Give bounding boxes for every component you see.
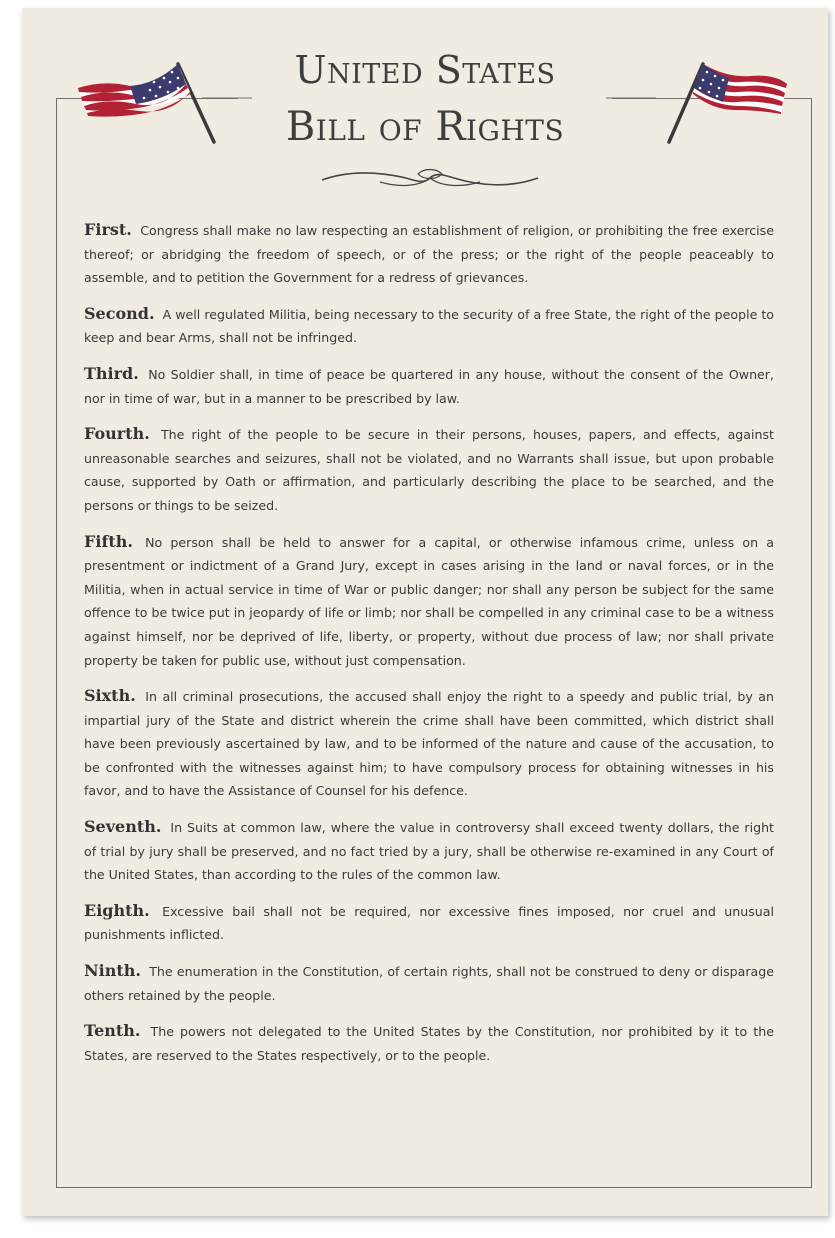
ornamental-flourish-icon: [320, 164, 540, 194]
article-eighth: [84, 899, 774, 947]
us-flag-icon: [74, 58, 219, 148]
poster: [22, 8, 828, 1216]
article-ordinal: Fifth.: [84, 531, 133, 551]
article-ordinal: Fourth.: [84, 424, 150, 444]
article-second: [84, 302, 774, 350]
article-text: The enumeration in the Constitution, of certain rights, shall not be construed to deny or disparage others retained by the people.: [84, 964, 774, 1003]
article-fifth: [84, 530, 774, 673]
article-ordinal: Ninth.: [84, 961, 141, 981]
article-ordinal: Seventh.: [84, 817, 162, 837]
articles-list: [84, 218, 774, 1067]
article-tenth: [84, 1019, 774, 1067]
article-ninth: [84, 959, 774, 1007]
title-line-1: United States: [294, 48, 556, 92]
article-ordinal: First.: [84, 220, 132, 239]
article-text: No Soldier shall, in time of peace be quartered in any house, without the consent of the Owner, nor in time of war, but in a manner to be prescribed by law.: [84, 366, 774, 406]
title-rule-right: [606, 96, 656, 100]
us-flag-icon: [647, 58, 792, 148]
article-ordinal: Tenth.: [84, 1021, 141, 1041]
article-fourth: [84, 422, 774, 517]
title-rule-left: [202, 96, 252, 100]
article-text: In all criminal prosecutions, the accused shall enjoy the right to a speedy and public trial, by an impartial jury of the State and district wherein the crime shall have been committed, which district shall have been previously ascertained by law, and to be informed of the nature and cause of the accusation, to be confronted with the witnesses against him; to have compulsory process for obtaining witnesses in his favor, and to have the Assistance of Counsel for his defence.: [84, 689, 774, 799]
article-ordinal: Second.: [84, 303, 155, 323]
article-seventh: [84, 815, 774, 887]
article-ordinal: Eighth.: [84, 900, 150, 920]
article-third: [84, 362, 774, 410]
article-ordinal: Third.: [84, 363, 139, 383]
article-text: In Suits at common law, where the value in controversy shall exceed twenty dollars, the right of trial by jury shall be preserved, and no fact tried by a jury, shall be otherwise re-examined in any Court of the United States, than according to the rules of the common law.: [84, 820, 774, 883]
article-sixth: [84, 684, 774, 803]
article-text: Excessive bail shall not be required, nor excessive fines imposed, nor cruel and unusual punishments inflicted.: [84, 903, 774, 943]
article-text: Congress shall make no law respecting an establishment of religion, or prohibiting the free exercise thereof; or abridging the freedom of speech, or of the press; or the right of the people peaceably to assemble, and to petition the Government for a redress of grievances.: [84, 223, 774, 286]
article-first: [84, 218, 774, 290]
title-line-2: Bill of Rights: [285, 104, 565, 150]
article-text: The right of the people to be secure in their persons, houses, papers, and effects, against unreasonable searches and seizures, shall not be violated, and no Warrants shall issue, but upon probable cause, supported by Oath or affirmation, and particularly describing the place to be searched, and the persons or things to be seized.: [84, 427, 774, 513]
article-ordinal: Sixth.: [84, 686, 136, 706]
article-text: A well regulated Militia, being necessary to the security of a free State, the right of the people to keep and bear Arms, shall not be infringed.: [84, 306, 774, 346]
article-text: No person shall be held to answer for a capital, or otherwise infamous crime, unless on a presentment or indictment of a Grand Jury, except in cases arising in the land or naval forces, or in the Militia, when in actual service in time of War or public danger; nor shall any person be subject for the same offence to be twice put in jeopardy of life or limb; nor shall be compelled in any criminal case to be a witness against himself, nor be deprived of life, liberty, or property, without due process of law; nor shall private property be taken for public use, without just compensation.: [84, 534, 774, 668]
article-text: The powers not delegated to the United States by the Constitution, nor prohibited by it to the States, are reserved to the States respectively, or to the people.: [84, 1024, 774, 1063]
